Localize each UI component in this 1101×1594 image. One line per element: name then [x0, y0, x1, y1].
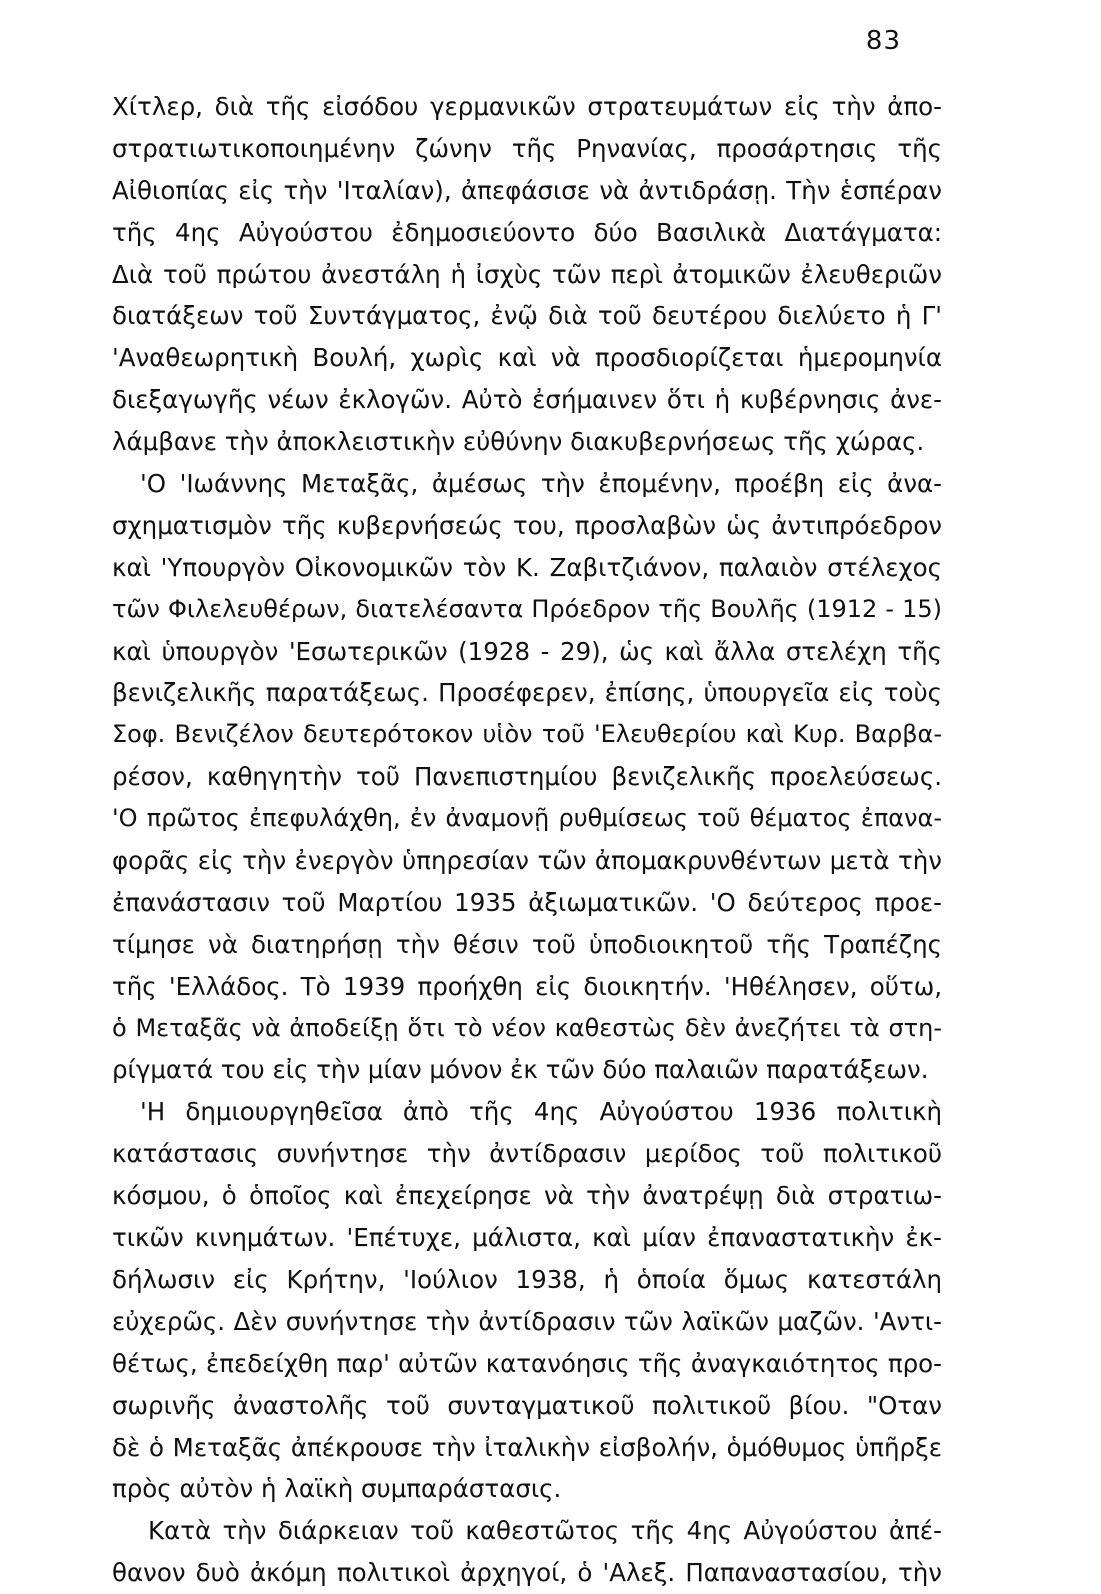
text-line: 'Ο πρῶτος ἐπεφυλάχθη, ἐν ἀναμονῇ ρυθμίσεως τοῦ θέματος ἐπανα- — [112, 804, 942, 833]
text-line: Χίτλερ, διὰ τῆς εἰσόδου γερμανικῶν στρατευμάτων εἰς τὴν ἀπο- — [112, 92, 942, 121]
text-line: πρὸς αὐτὸν ἡ λαϊκὴ συμπαράστασις. — [112, 1474, 562, 1504]
text-line: θανον δυὸ ἀκόμη πολιτικοὶ ἀρχηγοί, ὁ 'Αλεξ. Παπαναστασίου, τὴν — [112, 1558, 942, 1588]
page-number: 83 — [865, 26, 901, 56]
text-line: βενιζελικῆς παρατάξεως. Προσέφερεν, ἐπίσης, ὑπουργεῖα εἰς τοὺς — [112, 678, 942, 708]
text-line: στρατιωτικοποιημένην ζώνην τῆς Ρηνανίας, προσάρτησις τῆς — [112, 133, 942, 163]
text-line: ρίγματά του εἰς τὴν μίαν μόνον ἐκ τῶν δύο παλαιῶν παρατάξεων. — [112, 1055, 929, 1085]
text-line: 'Η δημιουργηθεῖσα ἀπὸ τῆς 4ης Αὐγούστου 1936 πολιτικὴ — [140, 1097, 942, 1127]
text-line: καὶ 'Υπουργὸν Οἰκονομικῶν τὸν Κ. Ζαβιτζιάνον, παλαιὸν στέλεχος — [112, 552, 942, 582]
text-line: τῆς 4ης Αὐγούστου ἐδημοσιεύοντο δύο Βασιλικὰ Διατάγματα: — [112, 217, 942, 247]
text-line: ἐπανάστασιν τοῦ Μαρτίου 1935 ἀξιωματικῶν. 'Ο δεύτερος προε- — [112, 887, 942, 917]
body-text — [112, 86, 942, 1594]
text-line: θέτως, ἐπεδείχθη παρ' αὐτῶν κατανόησις τῆς ἀναγκαιότητος προ- — [112, 1348, 942, 1378]
text-line: τῆς 'Ελλάδος. Τὸ 1939 προήχθη εἰς διοικητήν. 'Ηθέλησεν, οὕτω, — [112, 971, 942, 1001]
text-line: 'Αναθεωρητικὴ Βουλή, χωρὶς καὶ νὰ προσδιορίζεται ἡμερομηνία — [112, 343, 942, 373]
text-line: σχηματισμὸν τῆς κυβερνήσεώς του, προσλαβὼν ὡς ἀντιπρόεδρον — [112, 510, 942, 540]
text-line: λάμβανε τὴν ἀποκλειστικὴν εὐθύνην διακυβερνήσεως τῆς χώρας. — [112, 427, 925, 457]
text-line: ὁ Μεταξᾶς νὰ ἀποδείξῃ ὅτι τὸ νέον καθεστὼς δὲν ἀνεζήτει τὰ στη- — [112, 1013, 942, 1042]
text-line: δήλωσιν εἰς Κρήτην, 'Ιούλιον 1938, ἡ ὁποία ὅμως κατεστάλη — [112, 1264, 942, 1294]
text-line: εὐχερῶς. Δὲν συνήντησε τὴν ἀντίδρασιν τῶν λαϊκῶν μαζῶν. 'Αντι- — [112, 1306, 942, 1336]
text-line: φορᾶς εἰς τὴν ἐνεργὸν ὑπηρεσίαν τῶν ἀπομακρυνθέντων μετὰ τὴν — [112, 846, 942, 876]
text-line: Σοφ. Βενιζέλον δευτερότοκον υἱὸν τοῦ 'Ελευθερίου καὶ Κυρ. Βαρβα- — [112, 720, 942, 749]
text-line: ρέσον, καθηγητὴν τοῦ Πανεπιστημίου βενιζελικῆς προελεύσεως. — [112, 762, 942, 792]
text-line: τῶν Φιλελευθέρων, διατελέσαντα Πρόεδρον τῆς Βουλῆς (1912 - 15) — [112, 594, 942, 623]
text-line: τικῶν κινημάτων. 'Επέτυχε, μάλιστα, καὶ μίαν ἐπαναστατικὴν ἐκ- — [112, 1223, 942, 1253]
text-line: δὲ ὁ Μεταξᾶς ἀπέκρουσε τὴν ἰταλικὴν εἰσβολήν, ὁμόθυμος ὑπῆρξε — [112, 1432, 942, 1462]
text-line: Διὰ τοῦ πρώτου ἀνεστάλη ἡ ἰσχὺς τῶν περὶ ἀτομικῶν ἐλευθεριῶν — [112, 259, 942, 289]
text-line: Αἰθιοπίας εἰς τὴν 'Ιταλίαν), ἀπεφάσισε νὰ ἀντιδράσῃ. Τὴν ἑσπέραν — [112, 175, 942, 205]
text-line: διατάξεων τοῦ Συντάγματος, ἐνῷ διὰ τοῦ δευτέρου διελύετο ἡ Γ' — [112, 301, 942, 331]
text-line: τίμησε νὰ διατηρήσῃ τὴν θέσιν τοῦ ὑποδιοικητοῦ τῆς Τραπέζης — [112, 929, 942, 959]
text-line: σωρινῆς ἀναστολῆς τοῦ συνταγματικοῦ πολιτικοῦ βίου. "Οταν — [112, 1390, 942, 1420]
text-line: διεξαγωγῆς νέων ἐκλογῶν. Αὐτὸ ἐσήμαινεν ὅτι ἡ κυβέρνησις ἀνε- — [112, 385, 942, 415]
text-line: καὶ ὑπουργὸν 'Εσωτερικῶν (1928 - 29), ὡς καὶ ἄλλα στελέχη τῆς — [112, 636, 942, 666]
text-line: κόσμου, ὁ ὁποῖος καὶ ἐπεχείρησε νὰ τὴν ἀνατρέψῃ διὰ στρατιω- — [112, 1181, 942, 1211]
text-line: 'Ο 'Ιωάννης Μεταξᾶς, ἀμέσως τὴν ἐπομένην, προέβη εἰς ἀνα- — [140, 469, 942, 499]
text-line: Κατὰ τὴν διάρκειαν τοῦ καθεστῶτος τῆς 4ης Αὐγούστου ἀπέ- — [148, 1516, 942, 1546]
text-line: κατάστασις συνήντησε τὴν ἀντίδρασιν μερίδος τοῦ πολιτικοῦ — [112, 1139, 942, 1169]
